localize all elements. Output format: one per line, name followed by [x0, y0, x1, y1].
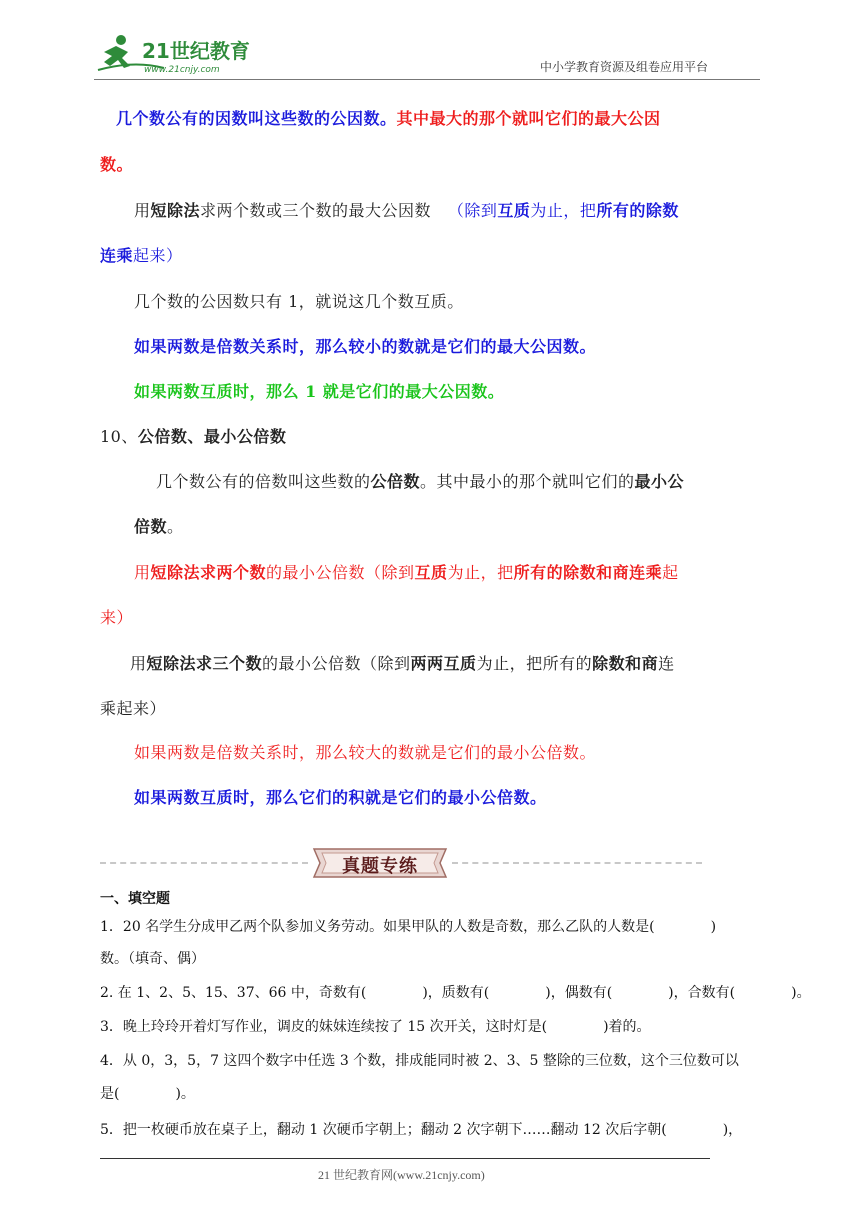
question-5: 5．把一枚硬币放在桌子上，翻动 1 次硬币字朝上；翻动 2 次字朝下……翻动 12 次后字朝( )，	[100, 1122, 743, 1138]
banner-title: 真题专练	[342, 856, 418, 877]
line-lcm-definition-cont: 倍数。	[134, 517, 184, 536]
site-logo	[94, 32, 264, 78]
line-lcm-definition: 几个数公有的倍数叫这些数的公倍数。其中最小的那个就叫它们的最小公	[156, 472, 685, 491]
exercise-section-title: 一、填空题	[100, 891, 170, 907]
divider-right	[452, 862, 702, 864]
question-2: 2. 在 1、2、5、15、37、66 中，奇数有( )，质数有( )，偶数有( )，合数有( )。	[100, 985, 811, 1001]
header-rule	[94, 79, 760, 80]
footer-text: 21 世纪教育网(www.21cnjy.com)	[318, 1168, 485, 1182]
line-lcm-multiple-rule: 如果两数是倍数关系时，那么较大的数就是它们的最小公倍数。	[134, 743, 597, 762]
line-gcd-multiple-rule: 如果两数是倍数关系时，那么较小的数就是它们的最大公因数。	[134, 337, 597, 356]
question-3: 3．晚上玲玲开着灯写作业，调皮的妹妹连续按了 15 次开关，这时灯是( )着的。	[100, 1019, 651, 1035]
runner-logo-icon	[94, 32, 264, 78]
line-lcm-three-numbers: 用短除法求三个数的最小公倍数（除到两两互质为止，把所有的除数和商连	[130, 654, 675, 673]
line-lcm-two-numbers: 用短除法求两个数的最小公倍数（除到互质为止，把所有的除数和商连乘起	[134, 563, 679, 582]
question-4: 4．从 0，3，5，7 这四个数字中任选 3 个数，排成能同时被 2、3、5 整除的三位数，这个三位数可以	[100, 1053, 739, 1069]
line-gcd-coprime-rule: 如果两数互质时，那么 1 就是它们的最大公因数。	[134, 382, 505, 401]
question-1-cont: 数。（填奇、偶）	[100, 951, 205, 967]
divider-left	[100, 862, 308, 864]
line-lcm-coprime-rule: 如果两数互质时，那么它们的积就是它们的最小公倍数。	[134, 788, 547, 807]
gcd-def-text: 几个数公有的因数叫这些数的公因数。	[116, 109, 397, 128]
svg-text:www.21cnjy.com: www.21cnjy.com	[144, 65, 220, 75]
gcd-greatest-text: 其中最大的那个就叫它们的最大公因	[396, 109, 661, 128]
header-platform-text: 中小学教育资源及组卷应用平台	[540, 60, 709, 74]
section-10-heading: 10、公倍数、最小公倍数	[100, 427, 287, 446]
line-gcd-definition	[116, 108, 661, 130]
line-gcd-short-division-cont: 连乘起来）	[100, 246, 183, 265]
svg-text:21世纪教育: 21世纪教育	[142, 39, 250, 63]
line-lcm-two-numbers-cont: 来）	[100, 608, 134, 627]
question-1: 1．20 名学生分成甲乙两个队参加义务劳动。如果甲队的人数是奇数，那么乙队的人数是( )	[100, 919, 717, 935]
line-gcd-definition-cont: 数。	[100, 155, 134, 174]
line-lcm-three-numbers-cont: 乘起来）	[100, 699, 167, 718]
question-4-cont: 是( )。	[100, 1086, 195, 1102]
section-banner	[310, 845, 450, 881]
line-coprime-definition: 几个数的公因数只有 1，就说这几个数互质。	[134, 292, 464, 311]
line-gcd-short-division: 用短除法求两个数或三个数的最大公因数 （除到互质为止，把所有的除数	[134, 201, 679, 220]
footer-rule	[100, 1158, 710, 1159]
